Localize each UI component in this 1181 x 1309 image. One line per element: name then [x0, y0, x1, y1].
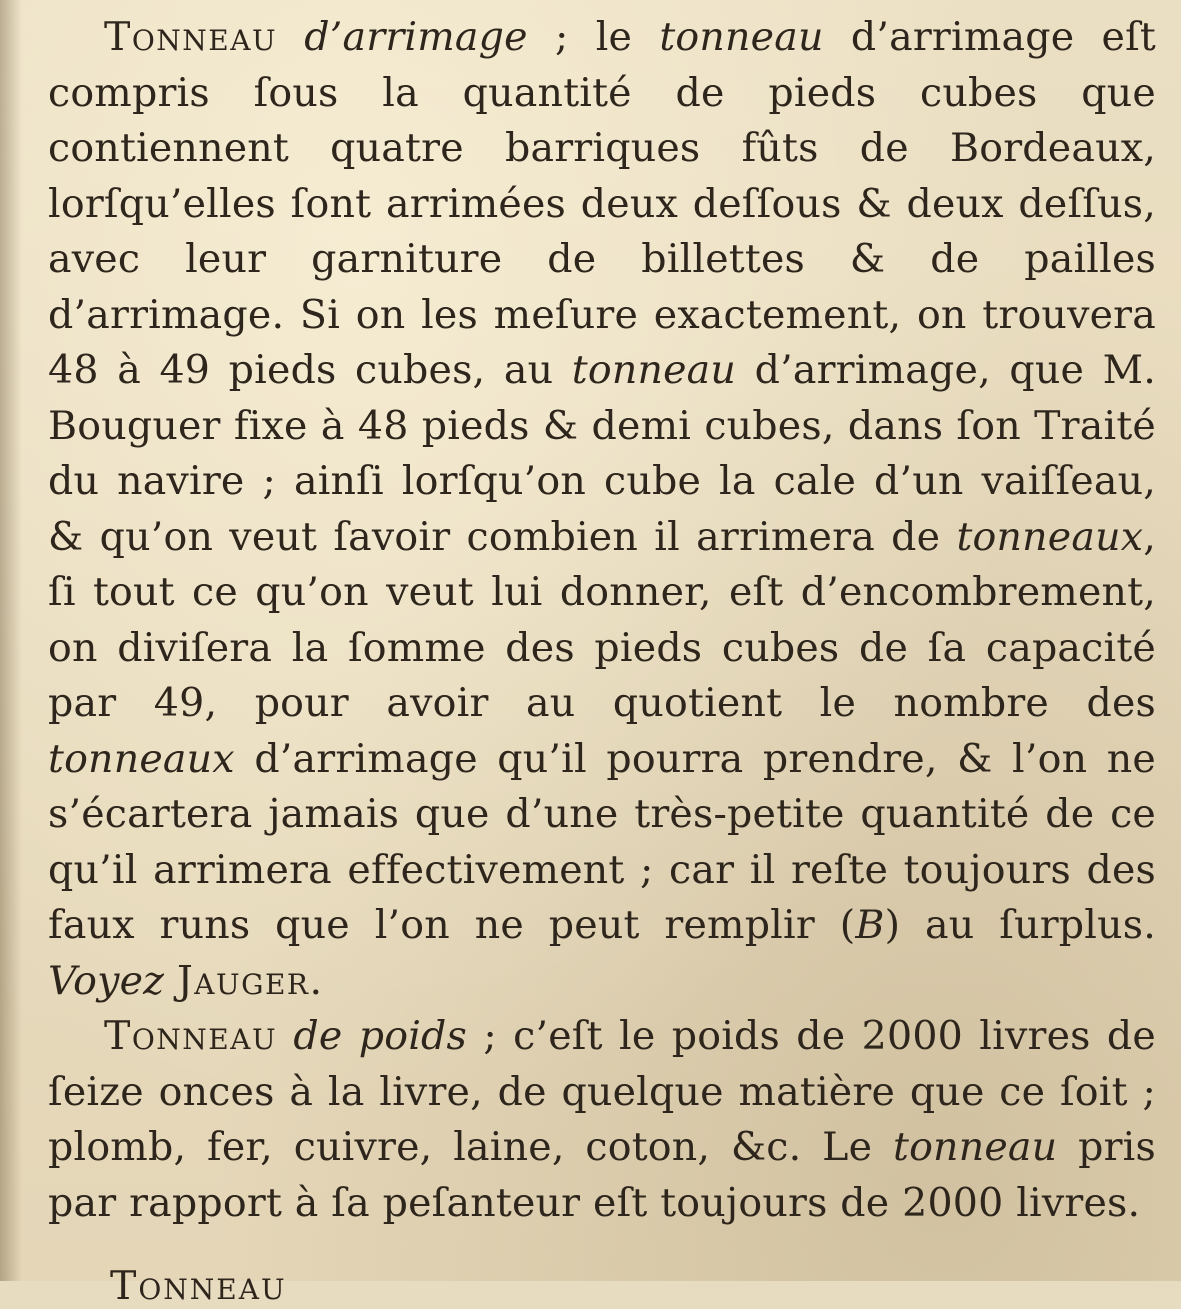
text-segment: , ſi tout ce qu’on veut lui donner, eſt d’encombrement, on diviſera la ſomme des pieds cubes de ſa capacité par 49, pour avoir au quotient le nombre des [48, 513, 1156, 726]
text-segment: d’arrimage eſt compris ſous la quantité de pieds cubes que contiennent quatre barriques fûts de Bordeaux, lorſqu’elles ſont arrimées deux deſſous & deux deſſus, avec leur garniture de billettes & de pailles d’arrimage. Si on les meſure exactement, on trouvera 48 à 49 pieds cubes, au [48, 14, 1156, 393]
voyez-label: Voyez [48, 957, 165, 1004]
text-segment: ; le [527, 14, 660, 60]
text-segment: pris par rapport à ſa peſanteur eſt toujours de 2000 livres. [48, 1124, 1156, 1226]
entry-tonneau-arrimage [48, 10, 1156, 1009]
text-segment: d’arrimage, que M. Bouguer fixe à 48 pieds & demi cubes, dans ſon Traité du navire ; ainſi lorſqu’on cube la cale d’un vaiſſeau, & qu’on veut ſavoir combien il arrimera de [48, 347, 1156, 560]
page-edge-shadow [0, 0, 22, 1281]
italic-term: tonneau [893, 1124, 1058, 1170]
text-segment: ) au ſurplus. [884, 902, 1156, 948]
headword: Tonneau [104, 14, 278, 60]
italic-term: tonneau [571, 347, 737, 393]
headword-qualifier: d’arrimage [304, 14, 528, 60]
italic-term: tonneaux [956, 513, 1144, 560]
italic-term: B [855, 902, 885, 948]
dictionary-entry-text [48, 10, 1156, 1231]
italic-term: tonneaux [48, 735, 235, 782]
cut-off-next-headword [110, 1263, 370, 1309]
entry-tonneau-poids [48, 1009, 1156, 1231]
text-segment: d’arrimage qu’il pourra prendre, & l’on ne s’écartera jamais que d’une très-petite quantité de ce qu’il arrimera effectivement ; car il reſte toujours des faux runs que l’on ne peut remplir ( [48, 735, 1156, 948]
headword-qualifier: de poids [293, 1013, 468, 1059]
next-headword-fragment: Tonneau [110, 1263, 287, 1309]
text-segment: ; c’eſt le poids de 2000 livres de ſeize onces à la livre, de quelque matière que ce ſoit ; plomb, fer, cuivre, laine, coton, &c. Le [48, 1013, 1156, 1170]
cross-reference: Jauger [176, 957, 310, 1004]
italic-term: tonneau [659, 14, 824, 60]
headword: Tonneau [104, 1013, 278, 1059]
text-segment: . [309, 957, 323, 1004]
